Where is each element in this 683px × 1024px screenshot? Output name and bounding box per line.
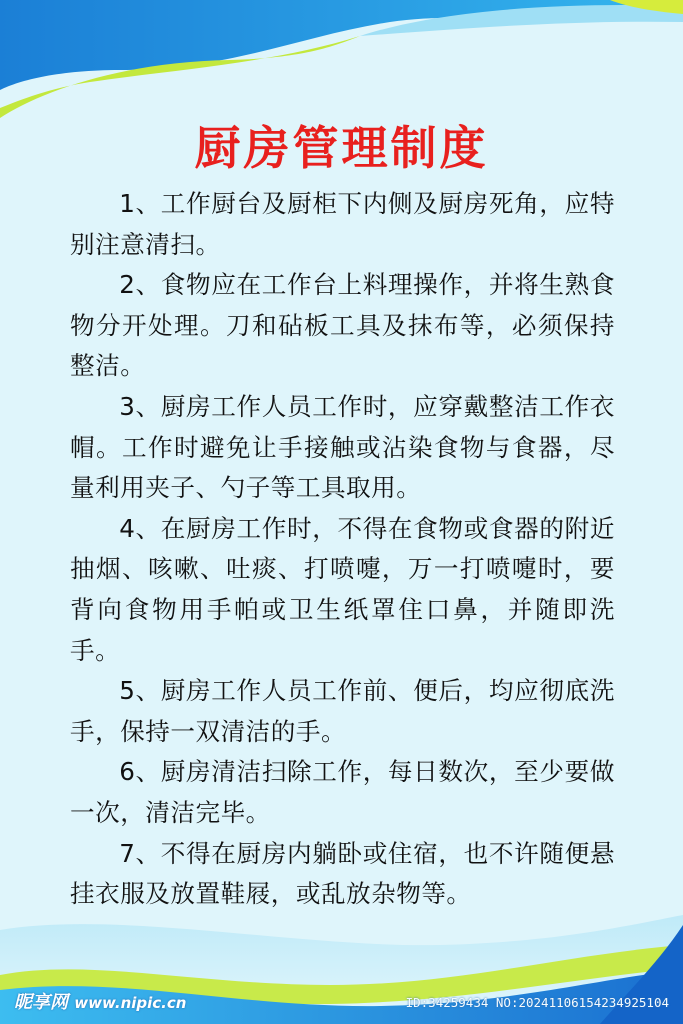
rule-item: 5、厨房工作人员工作前、便后，均应彻底洗手，保持一双清洁的手。	[70, 676, 615, 746]
watermark-brand	[14, 988, 186, 1014]
rule-item: 7、不得在厨房内躺卧或住宿，也不许随便悬挂衣服及放置鞋屐，或乱放杂物等。	[70, 838, 615, 909]
rule-item: 1、工作厨台及厨柜下内侧及厨房死角，应特别注意清扫。	[70, 189, 615, 259]
rules-list	[70, 184, 615, 915]
watermark-id: ID:34259434 NO:20241106154234925104	[405, 995, 669, 1010]
rule-item: 6、厨房清洁扫除工作，每日数次，至少要做一次，清洁完毕。	[70, 757, 615, 827]
rule-item: 4、在厨房工作时，不得在食物或食器的附近抽烟、咳嗽、吐痰、打喷嚏，万一打喷嚏时，要背向食物用手帕或卫生纸罩住口鼻，并随即洗手。	[70, 513, 615, 665]
watermark-site: www.nipic.cn	[74, 994, 187, 1012]
watermark-brand-name: 昵享网	[14, 992, 68, 1013]
rule-item: 3、厨房工作人员工作时，应穿戴整洁工作衣帽。工作时避免让手接触或沾染食物与食器，尽量利用夹子、勺子等工具取用。	[70, 391, 615, 503]
page-title: 厨房管理制度	[194, 121, 489, 175]
rule-item: 2、食物应在工作台上料理操作，并将生熟食物分开处理。刀和砧板工具及抹布等，必须保持整洁。	[70, 270, 615, 381]
